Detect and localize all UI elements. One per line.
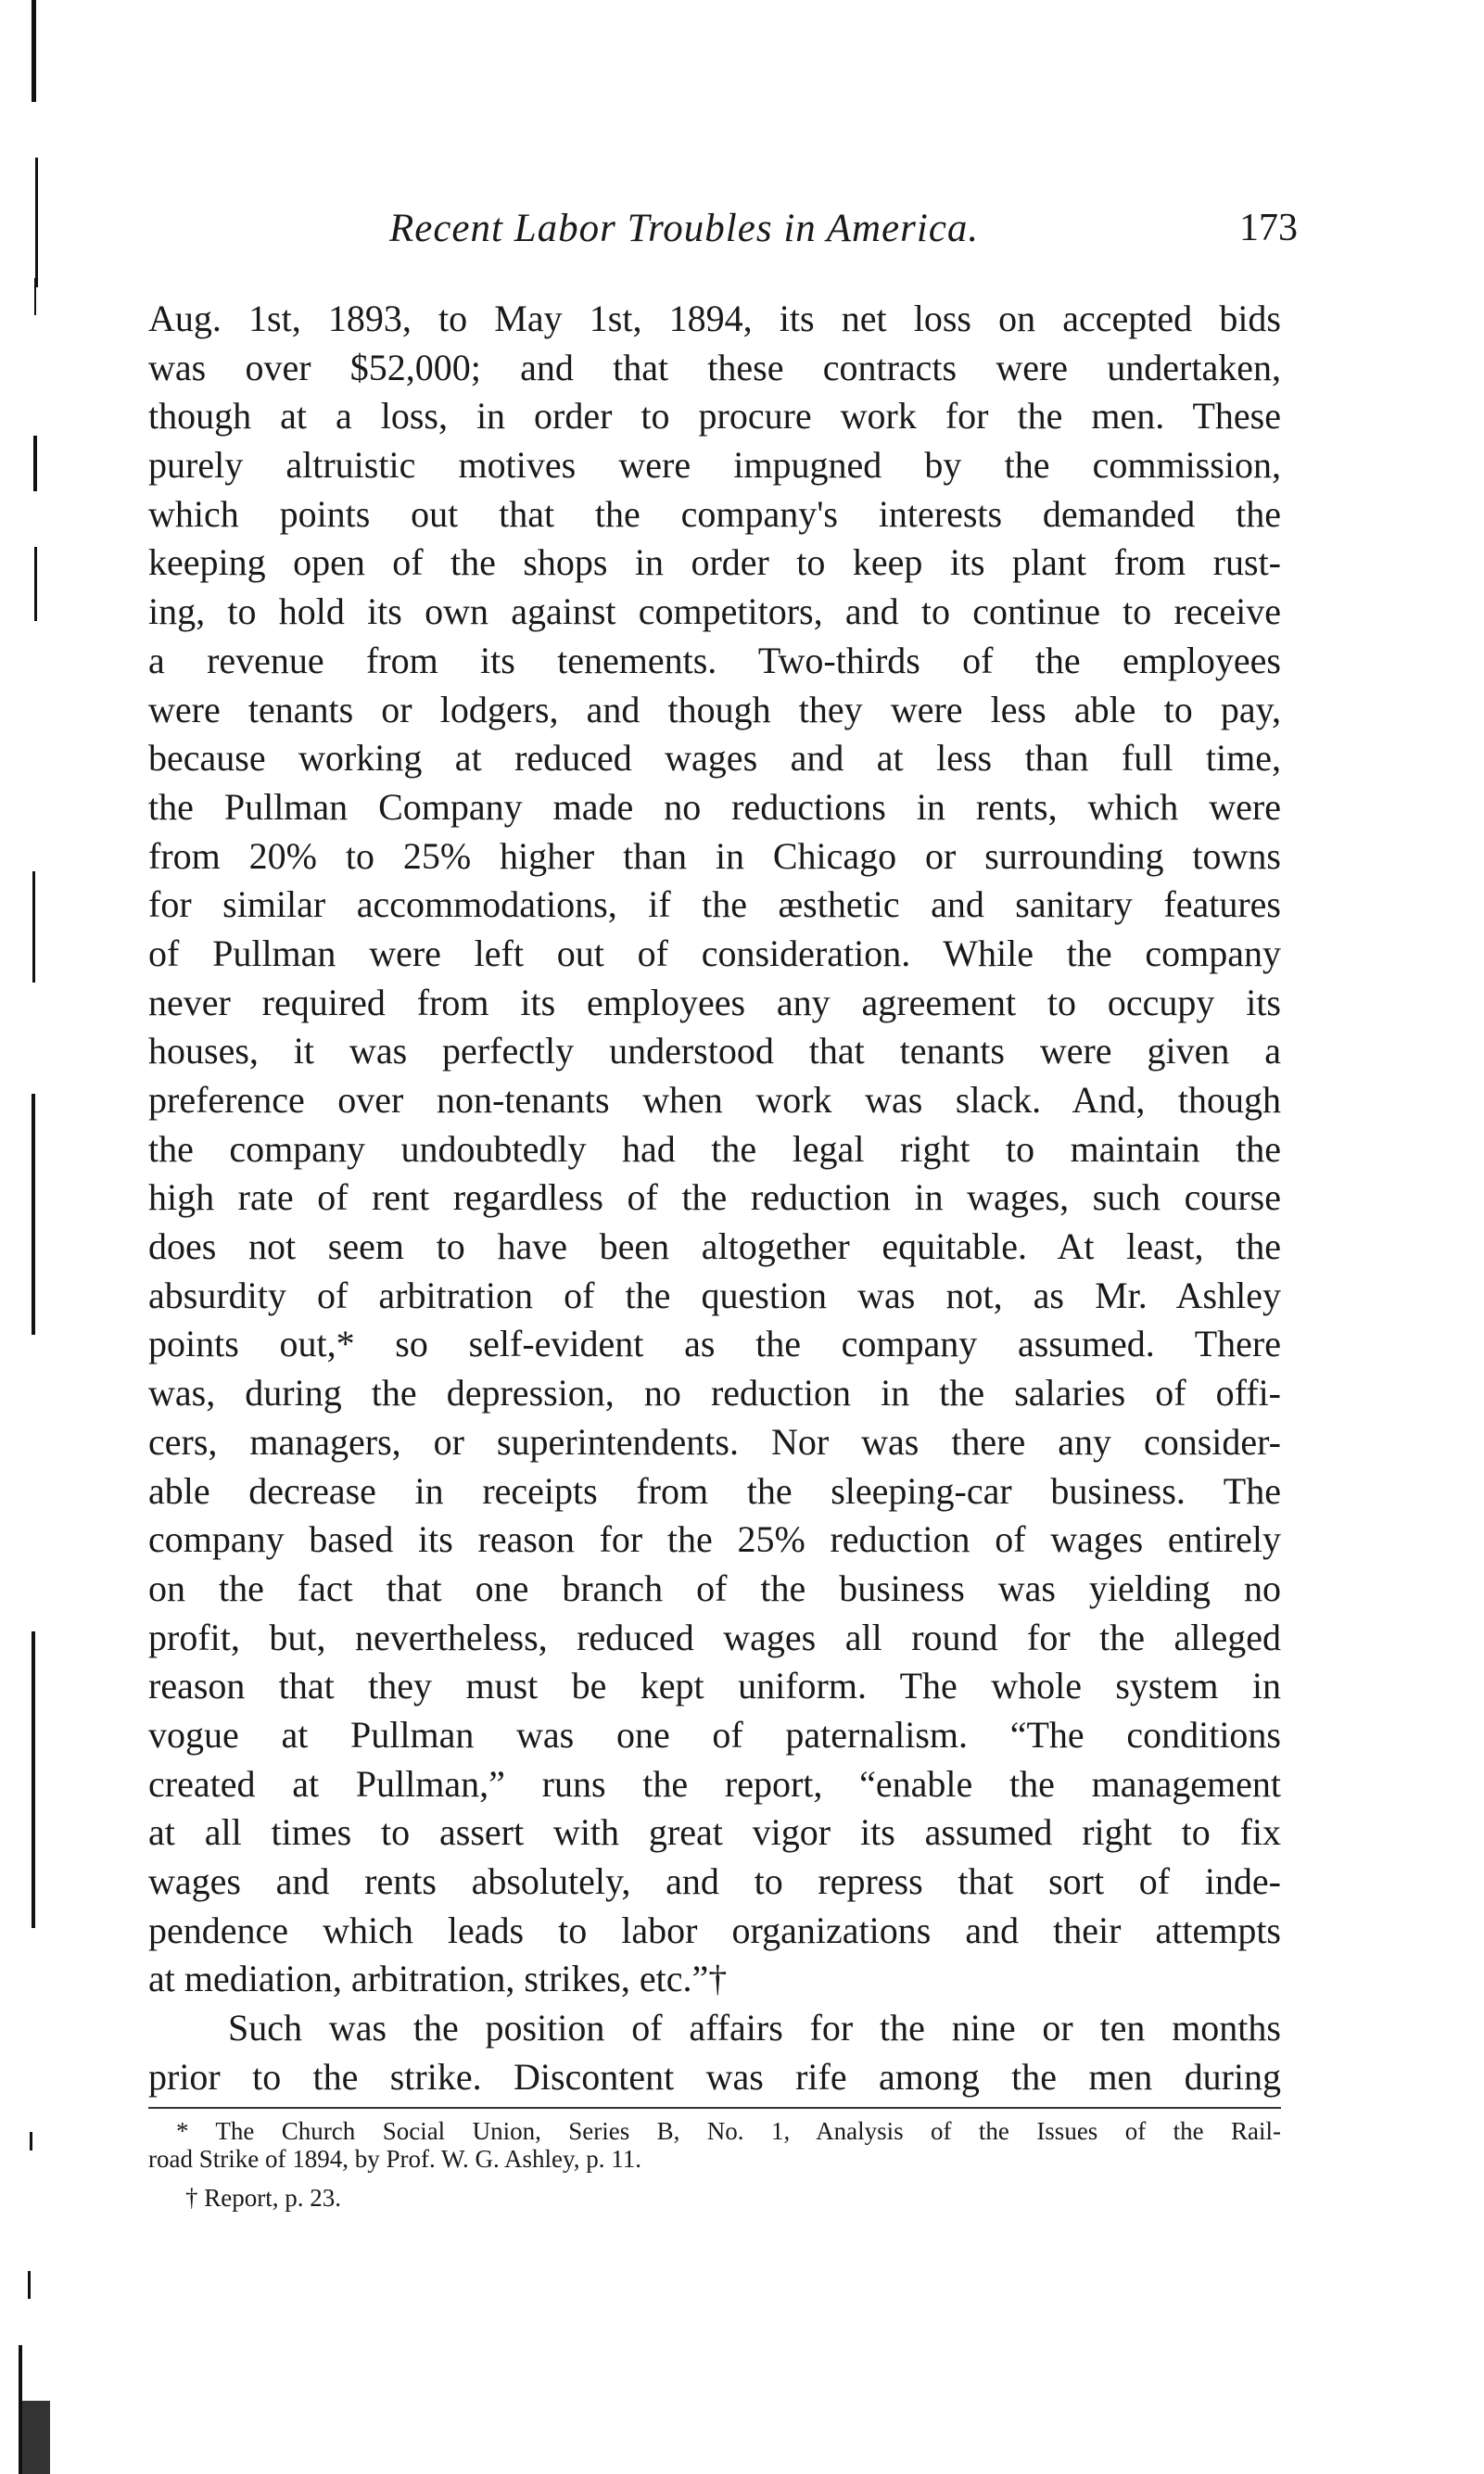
- text-line: of Pullman were left out of consideration. While the company: [148, 932, 1281, 974]
- text-line: company based its reason for the 25% reduction of wages entirely: [148, 1518, 1281, 1561]
- text-line: prior to the strike. Discontent was rife among the men during: [148, 2055, 1281, 2098]
- running-title: Recent Labor Troubles in America.: [389, 207, 980, 250]
- text-line: though at a loss, in order to procure work for the men. These: [148, 395, 1281, 438]
- footnote-dagger: † Report, p. 23.: [185, 2184, 341, 2212]
- footnotes: [148, 2117, 1281, 2212]
- text-line: high rate of rent regardless of the reduction in wages, such course: [148, 1176, 1281, 1219]
- page-binding-edge: [0, 0, 56, 2474]
- page-number: 173: [1239, 207, 1298, 249]
- text-line: absurdity of arbitration of the question was not, as Mr. Ashley: [148, 1274, 1281, 1316]
- footnote-divider: [148, 2107, 1281, 2109]
- running-head: [389, 206, 1316, 265]
- text-line: does not seem to have been altogether equitable. At least, the: [148, 1225, 1281, 1268]
- text-line: preference over non-tenants when work was slack. And, though: [148, 1079, 1281, 1121]
- text-line: was, during the depression, no reduction in the salaries of offi-: [148, 1372, 1281, 1415]
- text-line: at all times to assert with great vigor its assumed right to fix: [148, 1811, 1281, 1854]
- text-line: which points out that the company's interests demanded the: [148, 492, 1281, 535]
- text-line: Aug. 1st, 1893, to May 1st, 1894, its net loss on accepted bids: [148, 298, 1281, 339]
- text-line: profit, but, nevertheless, reduced wages all round for the alleged: [148, 1616, 1281, 1658]
- text-line: reason that they must be kept uniform. The whole system in: [148, 1665, 1281, 1707]
- text-line: points out,* so self-evident as the company assumed. There: [148, 1323, 1281, 1365]
- footnote-star-line: * The Church Social Union, Series B, No. 1, Analysis of the Issues of the Rail-: [176, 2117, 1281, 2145]
- text-line: pendence which leads to labor organizations and their attempts: [148, 1909, 1281, 1951]
- text-line: able decrease in receipts from the sleeping-car business. The: [148, 1469, 1281, 1512]
- text-line: ing, to hold its own against competitors, and to continue to receive: [148, 590, 1281, 633]
- text-line: for similar accommodations, if the æsthetic and sanitary features: [148, 883, 1281, 926]
- text-line: from 20% to 25% higher than in Chicago or surrounding towns: [148, 834, 1281, 877]
- text-line: on the fact that one branch of the business was yielding no: [148, 1567, 1281, 1609]
- text-line: a revenue from its tenements. Two-thirds of the employees: [148, 639, 1281, 681]
- text-line: because working at reduced wages and at less than full time,: [148, 737, 1281, 780]
- text-line: cers, managers, or superintendents. Nor was there any consider-: [148, 1420, 1281, 1463]
- footnote-star-line: road Strike of 1894, by Prof. W. G. Ashley, p. 11.: [148, 2145, 641, 2173]
- text-line: at mediation, arbitration, strikes, etc.”†: [148, 1958, 728, 2000]
- text-line: Such was the position of affairs for the nine or ten months: [228, 2007, 1281, 2049]
- text-line: wages and rents absolutely, and to repress that sort of inde-: [148, 1860, 1281, 1902]
- text-line: were tenants or lodgers, and though they were less able to pay,: [148, 688, 1281, 730]
- text-line: keeping open of the shops in order to keep its plant from rust-: [148, 541, 1281, 584]
- text-line: created at Pullman,” runs the report, “enable the management: [148, 1762, 1281, 1805]
- body-text: [148, 295, 1281, 2101]
- text-line: the Pullman Company made no reductions in rents, which were: [148, 785, 1281, 828]
- text-line: purely altruistic motives were impugned by the commission,: [148, 444, 1281, 487]
- text-line: the company undoubtedly had the legal right to maintain the: [148, 1127, 1281, 1170]
- text-line: vogue at Pullman was one of paternalism. “The conditions: [148, 1713, 1281, 1756]
- text-line: never required from its employees any agreement to occupy its: [148, 981, 1281, 1023]
- text-line: houses, it was perfectly understood that tenants were given a: [148, 1030, 1281, 1072]
- text-line: was over $52,000; and that these contracts were undertaken,: [148, 346, 1281, 388]
